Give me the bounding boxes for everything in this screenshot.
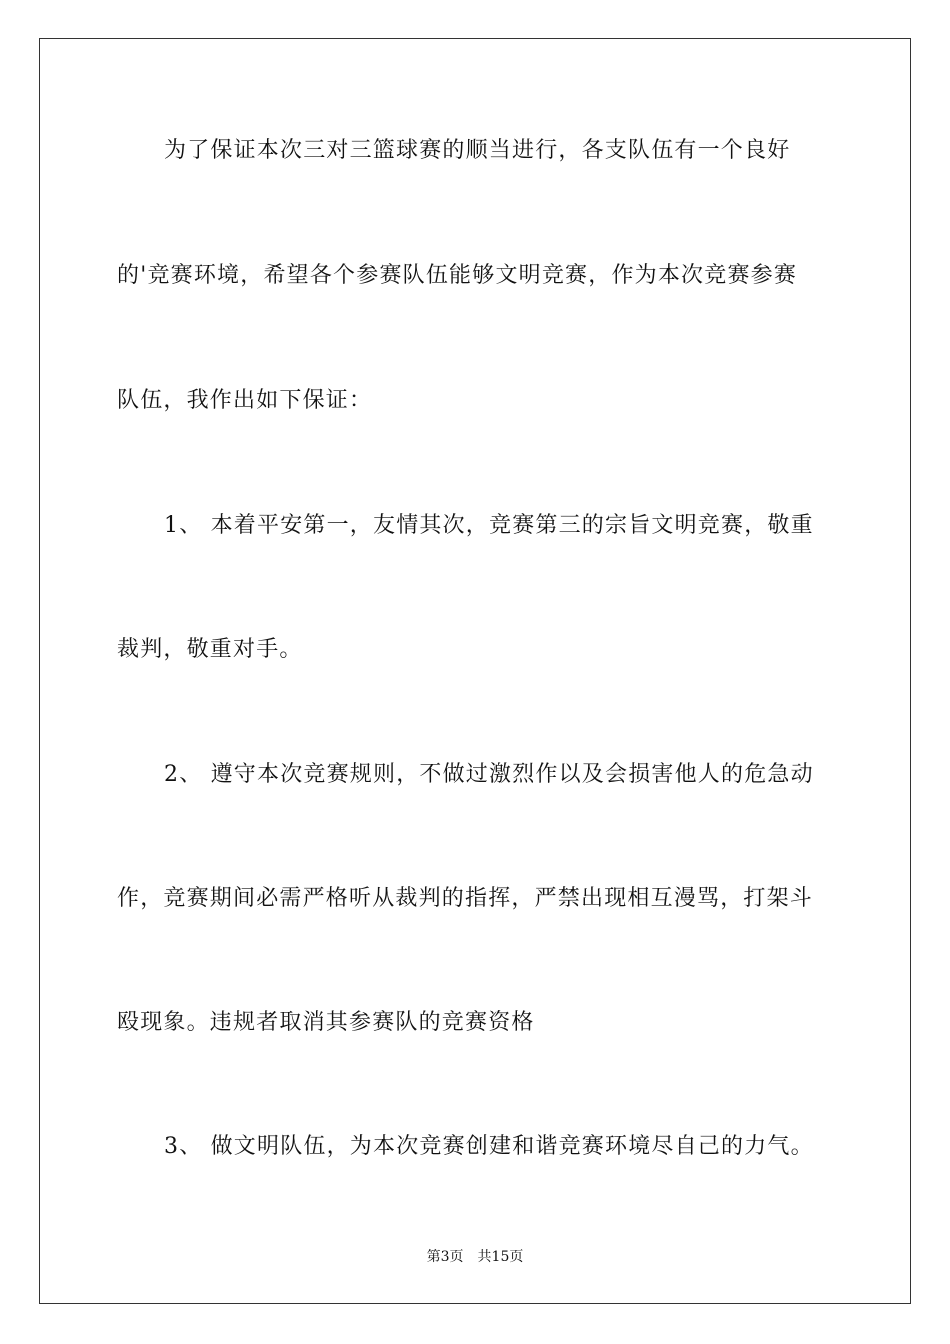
list-item-1-line: 裁判，敬重对手。 <box>117 637 303 662</box>
paragraph-line: 队伍，我作出如下保证： <box>117 388 373 413</box>
page-border <box>39 38 911 1304</box>
paragraph-line: 的'竞赛环境，希望各个参赛队伍能够文明竞赛，作为本次竞赛参赛 <box>117 263 798 288</box>
list-item-2-line: 2、 遵守本次竞赛规则，不做过激烈作以及会损害他人的危急动 <box>164 762 814 787</box>
list-item-2-line: 殴现象。违规者取消其参赛队的竞赛资格 <box>117 1010 535 1035</box>
list-item-3-line: 3、 做文明队伍，为本次竞赛创建和谐竞赛环境尽自己的力气。 <box>164 1134 814 1159</box>
list-item-1-line: 1、 本着平安第一，友情其次，竞赛第三的宗旨文明竞赛，敬重 <box>164 513 814 538</box>
page-number: 第3页 <box>426 1249 464 1265</box>
total-pages: 共15页 <box>477 1249 524 1265</box>
paragraph-line: 为了保证本次三对三篮球赛的顺当进行，各支队伍有一个良好 <box>164 138 791 163</box>
list-item-2-line: 作，竞赛期间必需严格听从裁判的指挥，严禁出现相互漫骂，打架斗 <box>117 886 814 911</box>
page-footer <box>0 1246 950 1266</box>
